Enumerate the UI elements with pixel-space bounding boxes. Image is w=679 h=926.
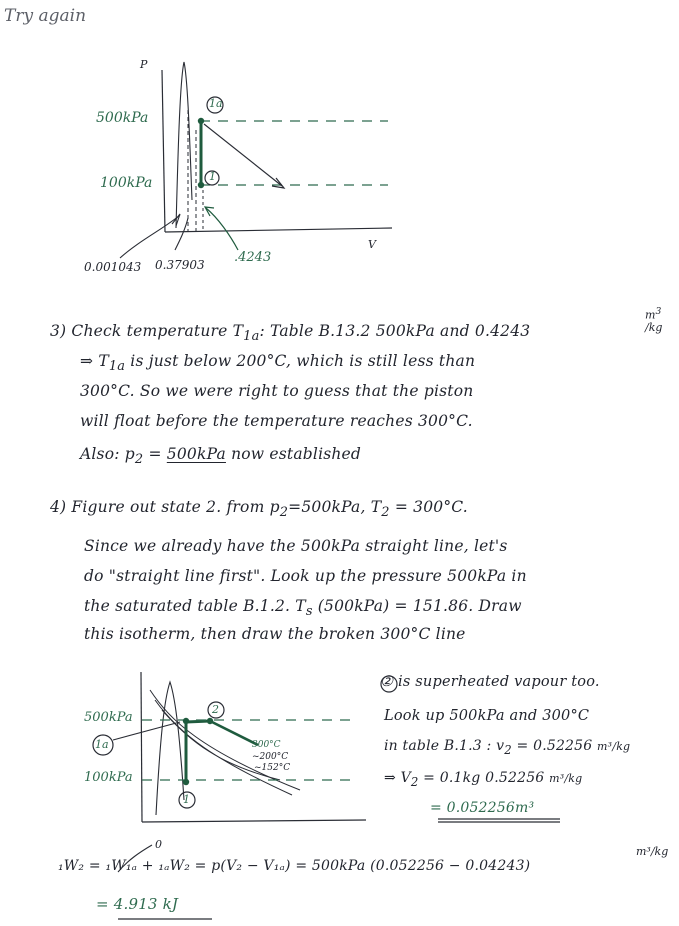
step3-text-2b: is just below 200°C, which is still less than	[125, 352, 476, 370]
iso-200-label: ~200°C	[252, 752, 289, 762]
v-label-2: 0.37903	[155, 258, 205, 272]
step3-text-1a: 3) Check temperature T	[50, 322, 244, 340]
d2-p-low-label: 100kPa	[84, 770, 133, 785]
state2-sub-3: 2	[504, 742, 512, 757]
step3-text-2a: ⇒ T	[80, 352, 109, 370]
state2-text-4a: ⇒ V	[384, 770, 411, 786]
work-unit: m³/kg	[636, 845, 669, 858]
step3-text-5c: now established	[225, 445, 362, 463]
axis-v-label: V	[368, 238, 376, 251]
step4-line2: Since we already have the 500kPa straight line, let's	[84, 537, 508, 555]
step3-line3: 300°C. So we were right to guess that the piston	[80, 382, 474, 400]
p2-value: 500kPa	[166, 445, 226, 463]
step4-sub-4: s	[305, 604, 313, 620]
zero-mark: 0	[155, 838, 162, 851]
state2-sub-4: 2	[410, 774, 419, 789]
unit-m: m	[645, 308, 656, 322]
step3-sub-1: 1a	[243, 329, 260, 345]
step3-sub-2: 1a	[108, 359, 126, 375]
step4-text-4a: the saturated table B.1.2. T	[84, 597, 306, 615]
step4-text-4b: (500kPa) = 151.86. Draw	[312, 597, 522, 615]
v-label-3: .4243	[234, 250, 272, 265]
state2-line2: Look up 500kPa and 300°C	[384, 708, 590, 724]
state2-line5: = 0.052256m³	[430, 800, 535, 816]
step4-text-1b: =500kPa, T	[288, 498, 382, 516]
unit-sup: 3	[655, 306, 662, 317]
state2-text-3a: in table B.1.3 : v	[384, 738, 505, 754]
d2-state-2-label: 2	[212, 703, 219, 716]
state2-unit-3: m³/kg	[597, 740, 631, 753]
step3-sub-5: 2	[134, 452, 144, 468]
step4-sub-1b: 2	[381, 505, 390, 521]
step3-text-5b: =	[143, 445, 167, 463]
state2-line3	[384, 738, 630, 757]
step4-line5: this isotherm, then draw the broken 300°C line	[84, 625, 466, 643]
d2-state-1a-label: 1a	[95, 738, 109, 751]
state2-line4	[384, 770, 582, 789]
p-low-label: 100kPa	[100, 175, 153, 191]
work-line1: ₁W₂ = ₁W₁ₐ + ₁ₐW₂ = p(V₂ − V₁ₐ) = 500kPa (0.052256 − 0.04243)	[58, 858, 531, 874]
unit-kg: /kg	[645, 320, 663, 334]
page-title: Try again	[4, 6, 87, 26]
v-label-1: 0.001043	[84, 260, 142, 274]
iso-152-label: ~152°C	[254, 763, 291, 773]
state-1a-label: 1a	[209, 97, 223, 110]
d2-state-1-label: 1	[183, 793, 190, 806]
step3-text-1b: : Table B.13.2 500kPa and 0.4243	[259, 322, 531, 340]
p-high-label: 500kPa	[96, 110, 149, 126]
state2-line1: ② is superheated vapour too.	[380, 674, 600, 690]
work-result: = 4.913 kJ	[96, 895, 179, 913]
step4-text-1c: = 300°C.	[389, 498, 468, 516]
state2-text-3b: = 0.52256	[511, 738, 593, 754]
state2-unit-4: m³/kg	[549, 772, 583, 785]
state-1-label: 1	[209, 170, 216, 183]
step3-text-5a: Also: p	[80, 445, 135, 463]
step4-text-1a: 4) Figure out state 2. from p	[50, 498, 280, 516]
step3-line4: will float before the temperature reaches 300°C.	[80, 412, 473, 430]
axis-p-label: P	[140, 58, 148, 71]
state2-text-4b: = 0.1kg 0.52256	[418, 770, 545, 786]
step4-line3: do "straight line first". Look up the pressure 500kPa in	[84, 567, 527, 585]
step4-sub-1: 2	[279, 505, 289, 521]
iso-300-label: 300°C	[252, 740, 281, 750]
d2-p-high-label: 500kPa	[84, 710, 133, 725]
